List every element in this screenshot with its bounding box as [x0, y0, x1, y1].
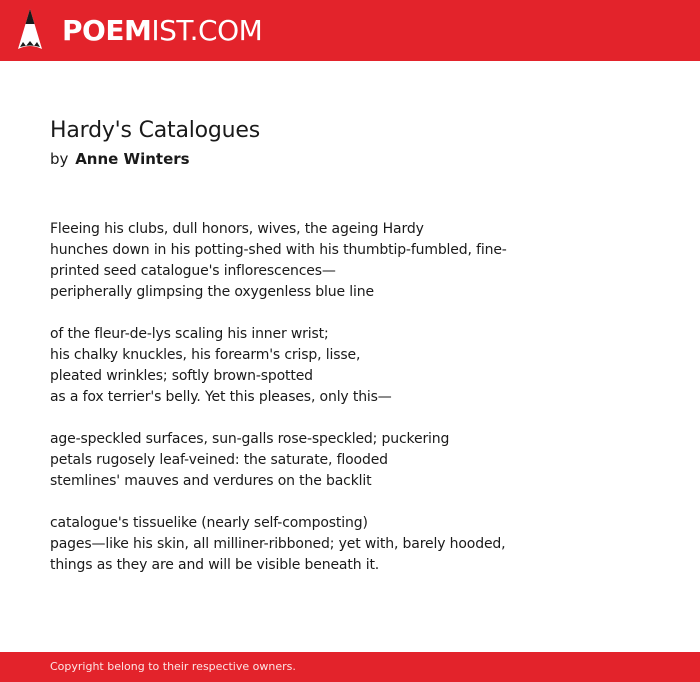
- by-label: by: [50, 150, 69, 168]
- poem-line: pages—like his skin, all milliner-ribboned; yet with, barely hooded,: [50, 536, 506, 552]
- poem-title: Hardy's Catalogues: [50, 118, 260, 143]
- site-logo-link[interactable]: [18, 9, 262, 52]
- poem-line: things as they are and will be visible beneath it.: [50, 557, 380, 573]
- site-logo-text: [62, 9, 262, 52]
- poem-line: pleated wrinkles; softly brown-spotted: [50, 368, 313, 384]
- logo-text-bold: POEM: [62, 14, 152, 47]
- site-header: [0, 0, 700, 61]
- pencil-tip-icon: [18, 9, 42, 52]
- poem-line: stemlines' mauves and verdures on the backlit: [50, 473, 372, 489]
- poem-line: Fleeing his clubs, dull honors, wives, the ageing Hardy: [50, 221, 424, 237]
- poem-line: his chalky knuckles, his forearm's crisp, lisse,: [50, 347, 361, 363]
- site-footer: [0, 652, 700, 682]
- stanza: [50, 324, 670, 408]
- poem-line: printed seed catalogue's inflorescences—: [50, 263, 336, 279]
- logo-text-light: IST.COM: [151, 14, 263, 47]
- poem-byline: [50, 149, 190, 169]
- poem-line: catalogue's tissuelike (nearly self-composting): [50, 515, 368, 531]
- stanza: [50, 513, 670, 576]
- poem-line: of the fleur-de-lys scaling his inner wrist;: [50, 326, 329, 342]
- copyright-text: Copyright belong to their respective owners.: [50, 660, 296, 673]
- poem-line: peripherally glimpsing the oxygenless blue line: [50, 284, 374, 300]
- poem-line: petals rugosely leaf-veined: the saturate, flooded: [50, 452, 388, 468]
- poem-line: age-speckled surfaces, sun-galls rose-speckled; puckering: [50, 431, 450, 447]
- poem-line: as a fox terrier's belly. Yet this pleases, only this—: [50, 389, 392, 405]
- stanza: [50, 429, 670, 492]
- stanza: [50, 219, 670, 303]
- poem-body: [50, 219, 670, 597]
- poem-line: hunches down in his potting-shed with his thumbtip-fumbled, fine-: [50, 242, 507, 258]
- author-name: Anne Winters: [75, 150, 190, 168]
